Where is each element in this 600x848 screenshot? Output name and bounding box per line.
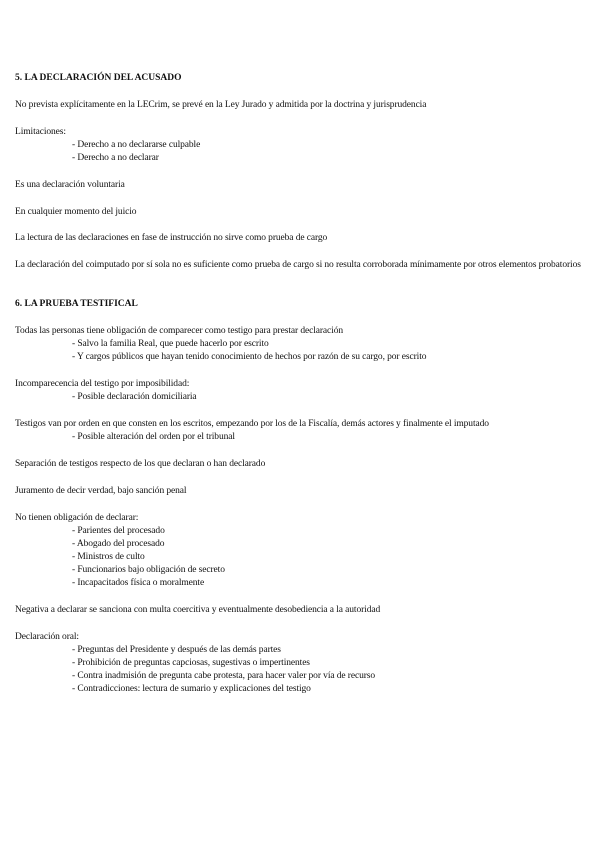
obligacion-text: Todas las personas tiene obligación de comparecer como testigo para prestar declaración — [15, 326, 344, 336]
oral-item: - Contra inadmisión de pregunta cabe protesta, para hacer valer por vía de recurso — [72, 671, 376, 681]
limitaciones-item: - Derecho a no declarar — [72, 153, 159, 163]
limitaciones-item: - Derecho a no declararse culpable — [72, 140, 201, 150]
oral-item: - Prohibición de preguntas capciosas, sugestivas o impertinentes — [72, 658, 310, 668]
section-6-heading: 6. LA PRUEBA TESTIFICAL — [15, 299, 138, 309]
momento-text: En cualquier momento del juicio — [15, 207, 137, 217]
coimputado-paragraph: La declaración del coimputado por sí sola no es suficiente como prueba de cargo si no resulta corroborada mínimamente por otros elementos probatorios — [15, 260, 581, 270]
limitaciones-label: Limitaciones: — [15, 127, 66, 137]
separacion-text: Separación de testigos respecto de los que declaran o han declarado — [15, 459, 266, 469]
incomparecencia-item: - Posible declaración domiciliaria — [72, 392, 197, 402]
no-obligacion-item: - Incapacitados física o moralmente — [72, 578, 205, 588]
oral-item: - Preguntas del Presidente y después de las demás partes — [72, 645, 281, 655]
no-obligacion-item: - Abogado del procesado — [72, 539, 165, 549]
obligacion-item: - Salvo la familia Real, que puede hacerlo por escrito — [72, 339, 269, 349]
orden-item: - Posible alteración del orden por el tribunal — [72, 432, 235, 442]
voluntaria-text: Es una declaración voluntaria — [15, 180, 125, 190]
no-obligacion-item: - Funcionarios bajo obligación de secreto — [72, 565, 225, 575]
oral-item: - Contradicciones: lectura de sumario y explicaciones del testigo — [72, 684, 311, 694]
no-obligacion-item: - Parientes del procesado — [72, 526, 165, 536]
lectura-text: La lectura de las declaraciones en fase de instrucción no sirve como prueba de cargo — [15, 233, 328, 243]
no-obligacion-text: No tienen obligación de declarar: — [15, 513, 139, 523]
no-obligacion-item: - Ministros de culto — [72, 552, 145, 562]
section-5-intro: No prevista explícitamente en la LECrim, se prevé en la Ley Jurado y admitida por la doctrina y jurisprudencia — [15, 100, 427, 110]
orden-text: Testigos van por orden en que consten en los escritos, empezando por los de la Fiscalía, demás actores y finalmente el imputado — [15, 419, 489, 429]
oral-text: Declaración oral: — [15, 632, 79, 642]
incomparecencia-text: Incomparecencia del testigo por imposibilidad: — [15, 379, 190, 389]
obligacion-item: - Y cargos públicos que hayan tenido conocimiento de hechos por razón de su cargo, por escrito — [72, 352, 427, 362]
juramento-text: Juramento de decir verdad, bajo sanción penal — [15, 486, 187, 496]
negativa-text: Negativa a declarar se sanciona con multa coercitiva y eventualmente desobediencia a la autoridad — [15, 605, 381, 615]
section-5-heading: 5. LA DECLARACIÓN DEL ACUSADO — [15, 73, 182, 83]
